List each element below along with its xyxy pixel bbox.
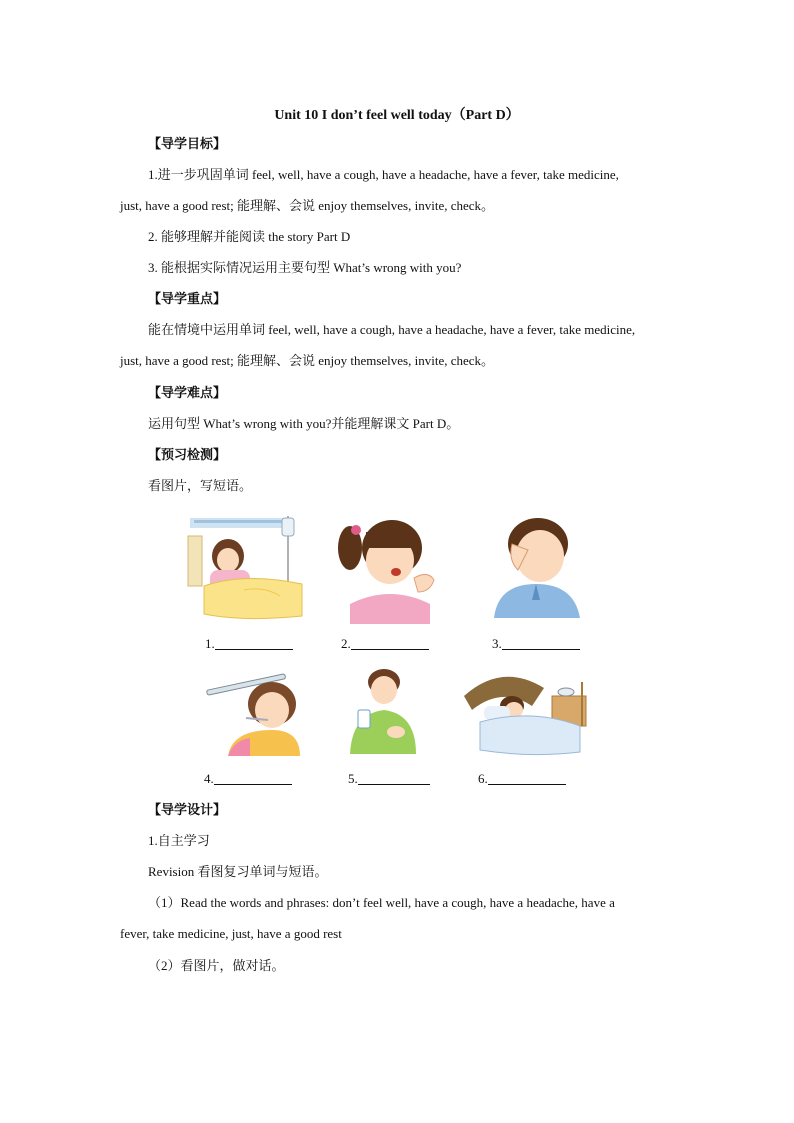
boy-resting-in-bed-icon bbox=[462, 666, 590, 758]
blank-1-number: 1. bbox=[205, 636, 215, 651]
page-title: Unit 10 I don’t feel well today（Part D） bbox=[274, 108, 520, 123]
blank-5-number: 5. bbox=[348, 771, 358, 786]
goal-1-line-b: just, have a good rest; 能理解、会说 enjoy themselves, invite, check。 bbox=[120, 198, 495, 213]
boy-headache-icon bbox=[488, 510, 584, 618]
key-points-line-b: just, have a good rest; 能理解、会说 enjoy themselves, invite, check。 bbox=[120, 353, 495, 368]
blank-6[interactable] bbox=[478, 771, 566, 787]
preview-instruction: 看图片，写短语。 bbox=[148, 478, 253, 493]
preview-heading: 【预习检测】 bbox=[148, 447, 227, 462]
blank-2-number: 2. bbox=[341, 636, 351, 651]
blank-2[interactable] bbox=[341, 636, 429, 652]
self-study: 1.自主学习 bbox=[148, 833, 210, 848]
goal-2: 2. 能够理解并能阅读 the story Part D bbox=[148, 229, 351, 244]
blank-3[interactable] bbox=[492, 636, 580, 652]
blank-4[interactable] bbox=[204, 771, 292, 787]
exercise-1-line-a: （1）Read the words and phrases: don’t feel well, have a cough, have a headache, have a bbox=[148, 895, 615, 910]
exercise-2: （2）看图片，做对话。 bbox=[148, 958, 285, 973]
girl-thermometer-icon bbox=[202, 664, 302, 756]
goals-heading: 【导学目标】 bbox=[148, 136, 227, 151]
design-heading: 【导学设计】 bbox=[148, 802, 227, 817]
blank-4-number: 4. bbox=[204, 771, 214, 786]
goal-1-line-a: 1.进一步巩固单词 feel, well, have a cough, have a headache, have a fever, take medicine, bbox=[148, 167, 619, 182]
difficulty-heading: 【导学难点】 bbox=[148, 385, 227, 400]
blank-6-number: 6. bbox=[478, 771, 488, 786]
goal-3: 3. 能根据实际情况运用主要句型 What’s wrong with you? bbox=[148, 260, 462, 275]
difficulty-line: 运用句型 What’s wrong with you?并能理解课文 Part D。 bbox=[148, 416, 460, 431]
key-points-heading: 【导学重点】 bbox=[148, 291, 227, 306]
boy-taking-medicine-icon bbox=[344, 664, 420, 754]
key-points-line-a: 能在情境中运用单词 feel, well, have a cough, have a headache, have a fever, take medicine, bbox=[148, 322, 636, 337]
blank-1[interactable] bbox=[205, 636, 293, 652]
girl-in-hospital-bed-icon bbox=[184, 512, 310, 622]
girl-coughing-icon bbox=[330, 508, 450, 624]
exercise-1-line-b: fever, take medicine, just, have a good rest bbox=[120, 926, 342, 941]
blank-5[interactable] bbox=[348, 771, 430, 787]
revision-line: Revision 看图复习单词与短语。 bbox=[148, 864, 328, 879]
blank-3-number: 3. bbox=[492, 636, 502, 651]
